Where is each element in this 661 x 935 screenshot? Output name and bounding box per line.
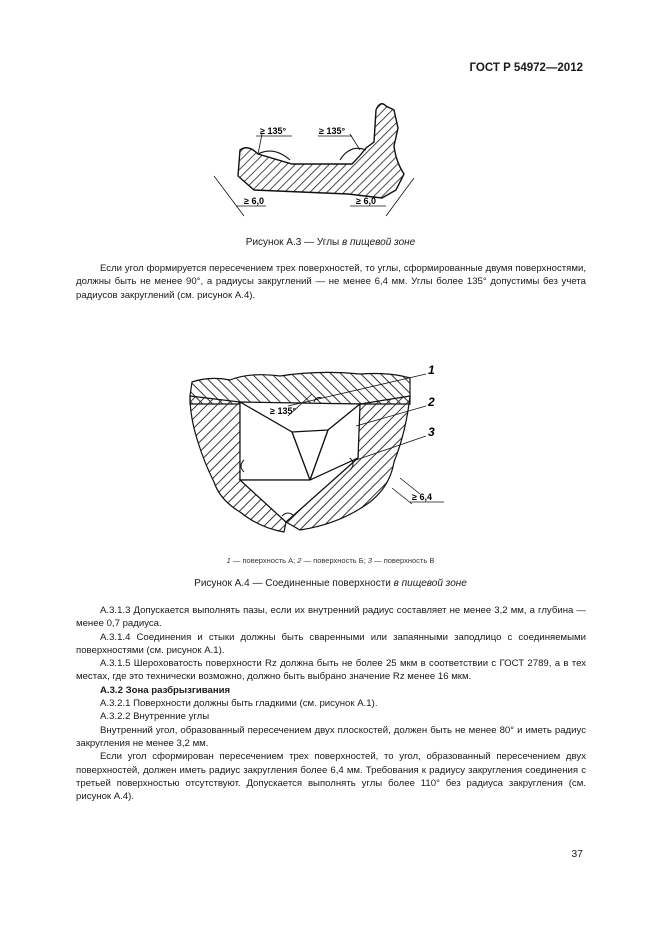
figure-a4-caption-italic: в пищевой зоне [393,578,467,589]
paragraph-line: А.3.2.1 Поверхности должны быть гладкими (см. рисунок А.1). [100,698,378,710]
section-a3-text [76,604,586,803]
paragraph-line: Внутренний угол, образованный пересечением двух плоскостей, должен быть не менее 80° и иметь радиус закругления не менее 3,2 мм. [76,724,586,749]
a3-angle-label-right: ≥ 135° [319,126,346,136]
paragraph-line: Если угол формируется пересечением трех поверхностей, то углы, сформированные двумя поверхностями, должны быть не менее 90°, а радиусы закруглений — не менее 6,4 мм. Углы более 135° допустимы без учета радиусов закруглений (см. рисунок А.4). [76,263,586,301]
a4-radius-label: ≥ 6,4 [412,492,432,502]
figure-a3-caption-italic: в пищевой зоне [342,237,416,248]
a4-callout-2: 2 [428,395,435,409]
paragraph-line: А.3.1.4 Соединения и стыки должны быть сваренными или запаянными заподлицо с соединяемыми поверхностями (см. рисунок А.1). [76,631,586,656]
figure-a3-caption [0,237,661,248]
a3-angle-label-left: ≥ 135° [260,126,287,136]
section-heading: А.3.2 Зона разбрызгивания [100,684,231,696]
a3-radius-label-right: ≥ 6,0 [356,196,376,206]
paragraph-line: А.3.1.5 Шероховатость поверхности Rz должна быть не более 25 мкм в соответствии с ГОСТ 2789, а в тех местах, где это технически возможно, должно быть выбрано значение Rz менее 16 мкм. [76,658,586,683]
figure-a3-caption-text: Рисунок А.3 — Углы [245,237,342,248]
legend-number: 3 [367,556,373,565]
figure-a3 [200,98,430,224]
paragraph-line: А.3.2.2 Внутренние углы [100,711,210,723]
figure-a4-caption [0,578,661,589]
legend-text: — поверхность Б; [301,556,368,565]
legend-number: 1 [226,556,231,565]
legend-number: 2 [297,556,302,565]
a4-callout-1: 1 [428,363,435,377]
a3-radius-label-left: ≥ 6,0 [244,196,264,206]
a4-callout-3: 3 [428,425,435,439]
figure-a4 [180,362,450,537]
page-number: 37 [571,848,583,860]
a4-angle-label: ≥ 135° [270,406,297,416]
top-block [190,372,410,404]
legend-text: — поверхность А; [230,556,298,565]
legend-text: — поверхность В [372,556,435,565]
figure-a4-legend [0,556,661,565]
document-number: ГОСТ Р 54972—2012 [469,62,583,74]
paragraph-line: Если угол сформирован пересечением трех поверхностей, то угол, образованный пересечением двух поверхностей, должен иметь радиус закругления более 6,4 мм. Требования к радиусу закругления соединения с третьей поверхностью отсутствуют. Допускается выполнять углы более 110° без радиуса закругления (см. рисунок А.4). [76,751,586,803]
figure-a4-caption-text: Рисунок А.4 — Соединенные поверхности [194,578,394,589]
paragraph-three-surfaces [76,262,586,302]
paragraph-line: А.3.1.3 Допускается выполнять пазы, если их внутренний радиус составляет не менее 3,2 мм, а глубина — менее 0,7 радиуса. [76,605,586,630]
profile-body [238,104,404,198]
